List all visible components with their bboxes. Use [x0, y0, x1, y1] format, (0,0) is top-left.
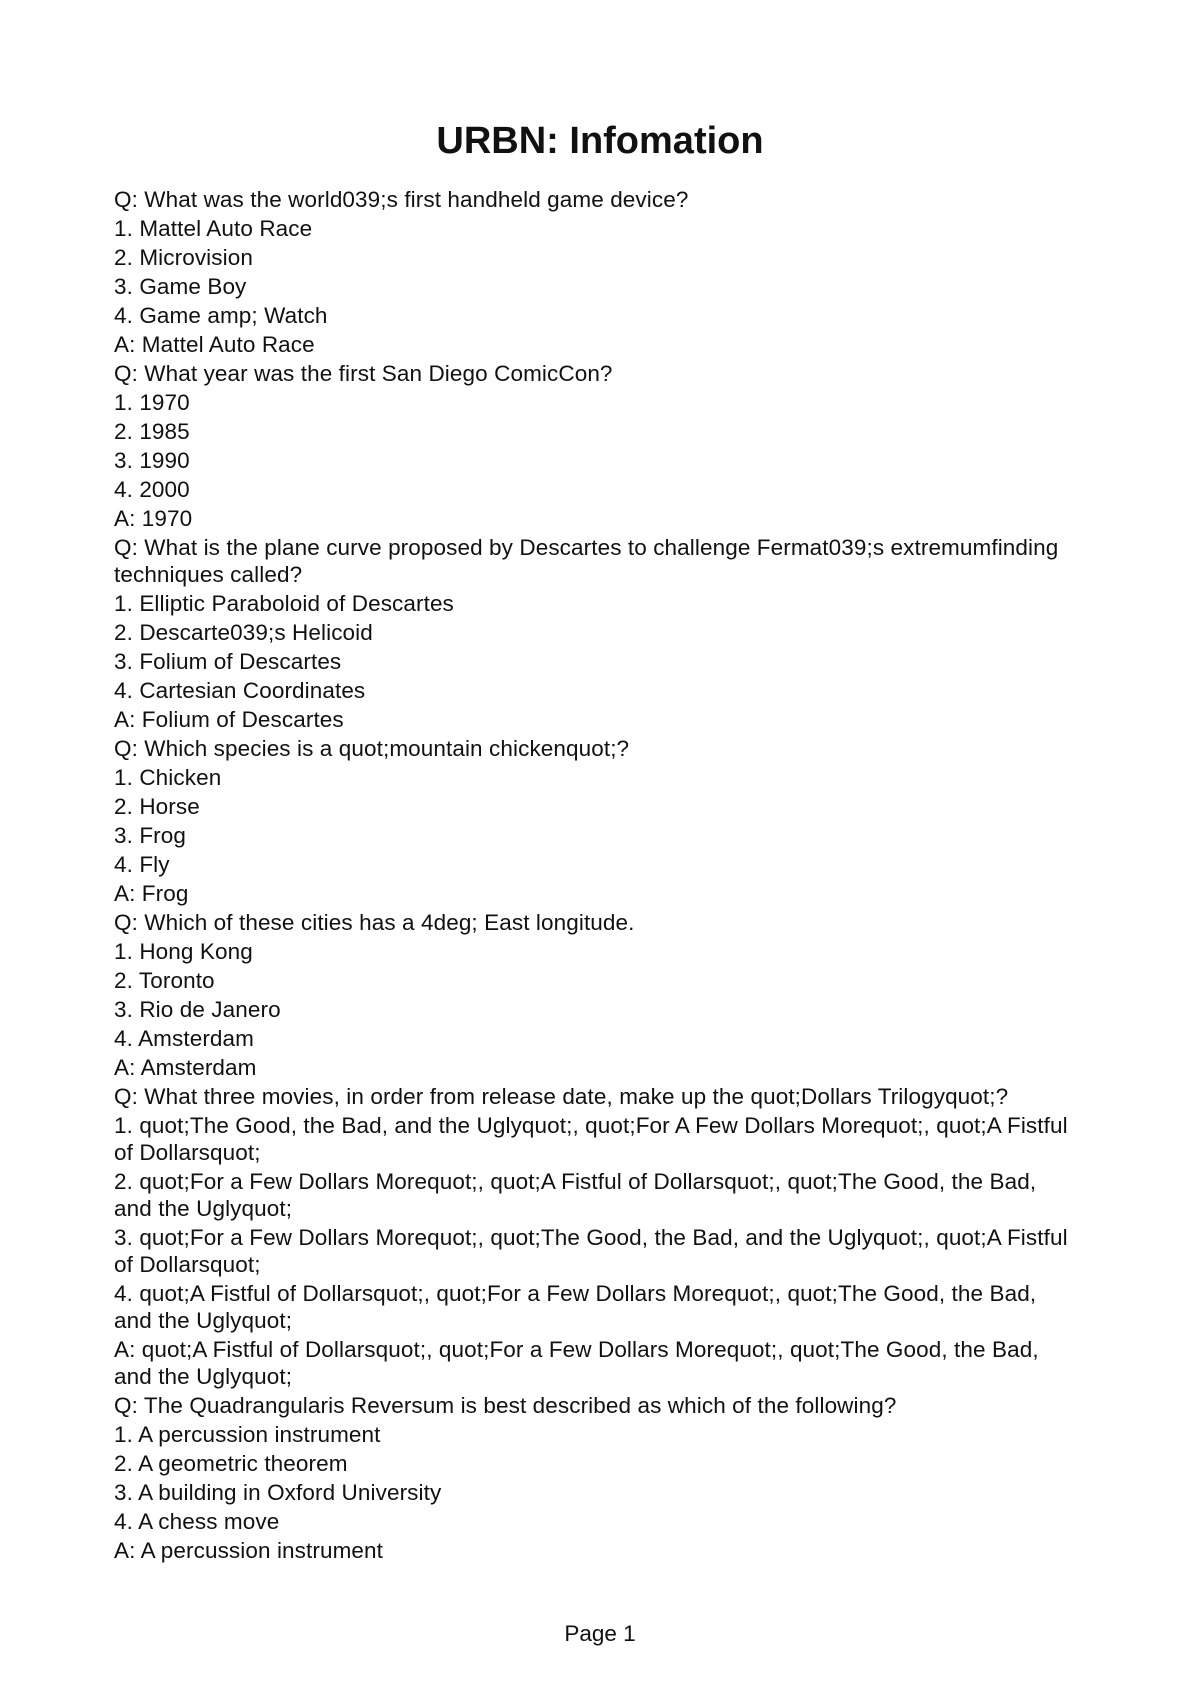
answer-line: A: A percussion instrument: [114, 1538, 383, 1563]
option-line: 4. quot;A Fistful of Dollarsquot;, quot;For a Few Dollars Morequot;, quot;The Good, the Bad, and the Uglyquot;: [114, 1281, 1037, 1333]
option-line: 4. Amsterdam: [114, 1026, 255, 1051]
option-line: 1. Chicken: [114, 765, 222, 790]
option-line: 3. Folium of Descartes: [114, 649, 342, 674]
option-line: 1. Hong Kong: [114, 939, 253, 964]
option-line: 1. A percussion instrument: [114, 1422, 381, 1447]
option-line: 1. Mattel Auto Race: [114, 216, 313, 241]
question-line: Q: What three movies, in order from release date, make up the quot;Dollars Trilogyquot;?: [114, 1084, 1009, 1109]
question-line: Q: Which of these cities has a 4deg; East longitude.: [114, 910, 635, 935]
question-line: Q: What was the world039;s first handheld game device?: [114, 187, 689, 212]
option-line: 2. Toronto: [114, 968, 215, 993]
option-line: 1. Elliptic Paraboloid of Descartes: [114, 591, 454, 616]
question-line: Q: The Quadrangularis Reversum is best described as which of the following?: [114, 1393, 897, 1418]
option-line: 3. Game Boy: [114, 274, 247, 299]
quiz-content: [114, 186, 1074, 1566]
page-number: Page 1: [564, 1621, 636, 1646]
option-line: 2. Descarte039;s Helicoid: [114, 620, 373, 645]
option-line: 1. 1970: [114, 390, 190, 415]
question-line: Q: What year was the first San Diego ComicCon?: [114, 361, 613, 386]
option-line: 3. 1990: [114, 448, 190, 473]
answer-line: A: 1970: [114, 506, 193, 531]
option-line: 2. Horse: [114, 794, 200, 819]
question-line: Q: What is the plane curve proposed by Descartes to challenge Fermat039;s extremumfinding techniques called?: [114, 535, 1059, 587]
document-title: URBN: Infomation: [436, 120, 764, 162]
answer-line: A: Mattel Auto Race: [114, 332, 315, 357]
option-line: 4. Game amp; Watch: [114, 303, 328, 328]
answer-line: A: Frog: [114, 881, 189, 906]
option-line: 3. A building in Oxford University: [114, 1480, 442, 1505]
option-line: 4. 2000: [114, 477, 190, 502]
answer-line: A: Amsterdam: [114, 1055, 257, 1080]
question-line: Q: Which species is a quot;mountain chickenquot;?: [114, 736, 630, 761]
answer-line: A: quot;A Fistful of Dollarsquot;, quot;For a Few Dollars Morequot;, quot;The Good, the Bad, and the Uglyquot;: [114, 1337, 1039, 1389]
option-line: 2. quot;For a Few Dollars Morequot;, quot;A Fistful of Dollarsquot;, quot;The Good, the Bad, and the Uglyquot;: [114, 1169, 1037, 1221]
option-line: 2. 1985: [114, 419, 190, 444]
option-line: 1. quot;The Good, the Bad, and the Uglyquot;, quot;For A Few Dollars Morequot;, quot;A Fistful of Dollarsquot;: [114, 1113, 1068, 1165]
option-line: 4. Fly: [114, 852, 170, 877]
option-line: 2. Microvision: [114, 245, 253, 270]
option-line: 2. A geometric theorem: [114, 1451, 348, 1476]
option-line: 3. quot;For a Few Dollars Morequot;, quot;The Good, the Bad, and the Uglyquot;, quot;A Fistful of Dollarsquot;: [114, 1225, 1068, 1277]
answer-line: A: Folium of Descartes: [114, 707, 344, 732]
option-line: 4. Cartesian Coordinates: [114, 678, 366, 703]
option-line: 4. A chess move: [114, 1509, 280, 1534]
option-line: 3. Frog: [114, 823, 186, 848]
option-line: 3. Rio de Janero: [114, 997, 281, 1022]
